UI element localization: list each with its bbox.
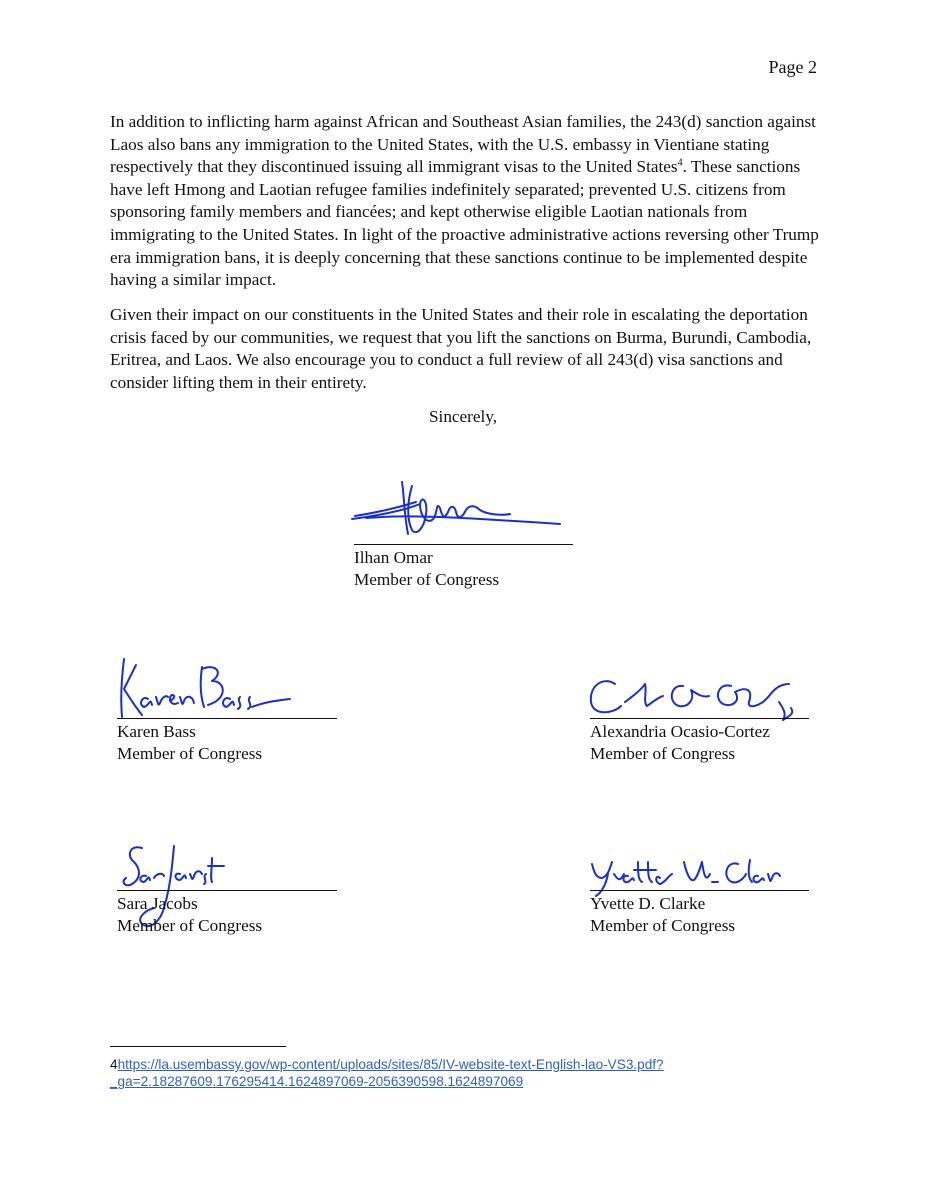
footnote-reference: 4 bbox=[677, 157, 683, 169]
footnote-marker: 4 bbox=[110, 1057, 118, 1072]
signatory-name: Alexandria Ocasio-Cortez bbox=[590, 722, 770, 741]
signature-line-jacobs bbox=[117, 890, 337, 891]
footnote bbox=[110, 1056, 730, 1090]
footnote-separator bbox=[110, 1046, 286, 1047]
signatory-title: Member of Congress bbox=[590, 744, 736, 763]
signature-line-bass bbox=[117, 718, 337, 719]
signatory-name: Ilhan Omar bbox=[354, 548, 433, 567]
signatory-title: Member of Congress bbox=[117, 916, 263, 935]
signatory-name: Sara Jacobs bbox=[117, 894, 198, 913]
paragraph-1-text-b: . These sanctions have left Hmong and Laotian refugee families indefinitely separated; prevented U.S. citizens from sponsoring family members and fiancées; and kept otherwise eligible Laotian nationals from immigrating to the United States. In light of the proactive administrative actions reversing other Trump era immigration bans, it is deeply concerning that these sanctions continue to be implemented despite having a similar impact. bbox=[110, 157, 819, 290]
body-paragraph-2: Given their impact on our constituents in the United States and their role in escalating the deportation crisis faced by our communities, we request that you lift the sanctions on Burma, Burundi, Cambodia, Eritrea, and Laos. We also encourage you to conduct a full review of all 243(d) visa sanctions and consider lifting them in their entirety. bbox=[110, 305, 812, 392]
signatory-title: Member of Congress bbox=[117, 744, 263, 763]
signature-ilhan-omar bbox=[350, 474, 575, 544]
signatory-block-bass bbox=[117, 721, 262, 765]
body-paragraph-1 bbox=[110, 111, 825, 292]
signature-karen-bass bbox=[112, 655, 302, 723]
signature-line-omar bbox=[354, 544, 573, 545]
closing-salutation: Sincerely, bbox=[429, 407, 498, 426]
footnote-link[interactable] bbox=[110, 1057, 664, 1089]
signature-alexandria-ocasio-cortez bbox=[585, 662, 815, 726]
signature-line-ocasio-cortez bbox=[590, 718, 809, 719]
paragraph-1-text-a: In addition to inflicting harm against African and Southeast Asian families, the 243(d) sanction against Laos also bans any immigration to the United States, with the U.S. embassy in Vientiane stating respectively that they discontinued issuing all immigrant visas to the United States bbox=[110, 112, 816, 177]
signatory-block-clarke bbox=[590, 893, 735, 937]
signatory-block-jacobs bbox=[117, 893, 262, 937]
signatory-title: Member of Congress bbox=[354, 570, 500, 589]
signatory-block-omar bbox=[354, 547, 499, 591]
footnote-url-line-1: https://la.usembassy.gov/wp-content/uploads/sites/85/IV-website-text-English-lao-VS3.pdf? bbox=[117, 1057, 664, 1072]
signatory-name: Karen Bass bbox=[117, 722, 196, 741]
footnote-url-line-2: _ga=2.18287609.176295414.1624897069-2056390598.1624897069 bbox=[110, 1074, 524, 1089]
signatory-title: Member of Congress bbox=[590, 916, 736, 935]
page-number: Page 2 bbox=[768, 57, 817, 77]
signatory-block-ocasio-cortez bbox=[590, 721, 770, 765]
signatory-name: Yvette D. Clarke bbox=[590, 894, 706, 913]
signature-line-clarke bbox=[590, 890, 809, 891]
